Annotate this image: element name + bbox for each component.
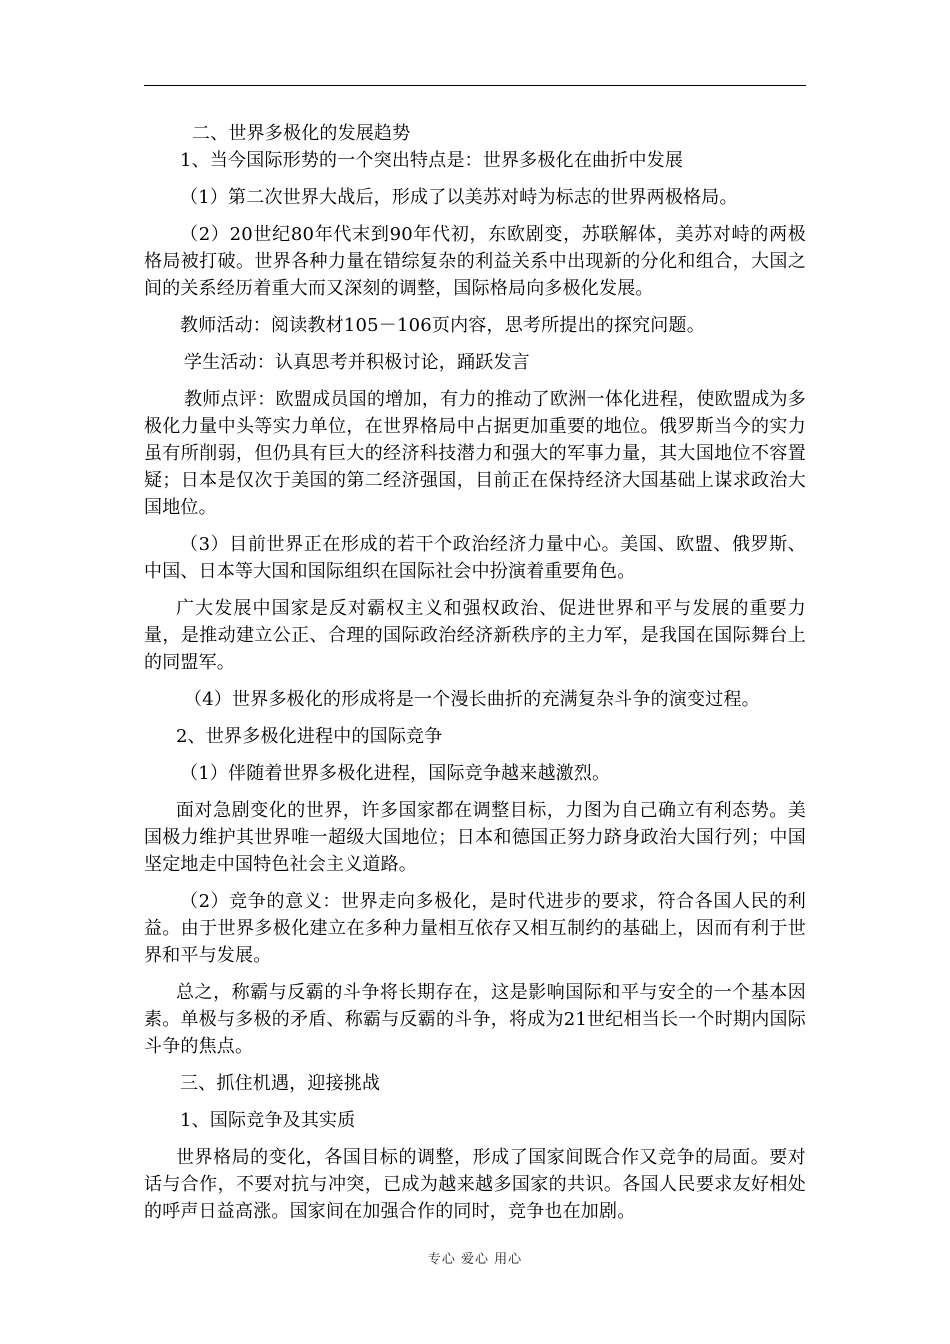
paragraph: （4）世界多极化的形成将是一个漫长曲折的充满复杂斗争的演变过程。 [184,689,760,710]
paragraph: 教师点评：欧盟成员国的增加，有力的推动了欧洲一体化进程，使欧盟成为多极化力量中头等实力单位，在世界格局中占据更加重要的地位。俄罗斯当今的实力虽有所削弱，但仍具有巨大的经济科技潜力和强大的军事力量，其大国地位不容置疑；日本是仅次于美国的第二经济强国，目前正在保持经济大国基础上谋求政治大国地位。 [144,389,806,518]
paragraph: 世界格局的变化，各国目标的调整，形成了国家间既合作又竞争的局面。要对话与合作，不要对抗与冲突，已成为越来越多国家的共识。各国人民要求友好相处的呼声日益高涨。国家间在加强合作的同时，竞争也在加剧。 [144,1147,806,1222]
header-rule [144,85,806,86]
paragraph: 三、抓住机遇，迎接挑战 [180,1073,381,1094]
paragraph: 教师活动：阅读教材105－106页内容，思考所提出的探究问题。 [180,315,705,336]
page-footer: 专心 爱心 用心 [427,1252,523,1267]
paragraph: 1、国际竞争及其实质 [180,1110,356,1131]
paragraph: （3）目前世界正在形成的若干个政治经济力量中心。美国、欧盟、俄罗斯、中国、日本等大国和国际组织在国际社会中扮演着重要角色。 [144,534,806,582]
paragraph: 学生活动：认真思考并积极讨论，踊跃发言 [184,352,530,373]
paragraph: 1、当今国际形势的一个突出特点是：世界多极化在曲折中发展 [180,150,684,171]
paragraph: 总之，称霸与反霸的斗争将长期存在，这是影响国际和平与安全的一个基本因素。单极与多极的矛盾、称霸与反霸的斗争，将成为21世纪相当长一个时期内国际斗争的焦点。 [144,982,806,1057]
paragraph: 二、世界多极化的发展趋势 [192,123,411,144]
paragraph: （2）竞争的意义：世界走向多极化，是时代进步的要求，符合各国人民的利益。由于世界多极化建立在多种力量相互依存又相互制约的基础上，因而有利于世界和平与发展。 [144,891,806,966]
document-body [144,120,806,1225]
paragraph: 广大发展中国家是反对霸权主义和强权政治、促进世界和平与发展的重要力量，是推动建立公正、合理的国际政治经济新秩序的主力军，是我国在国际舞台上的同盟军。 [144,598,806,673]
paragraph: （1）第二次世界大战后，形成了以美苏对峙为标志的世界两极格局。 [180,187,738,208]
paragraph: （2）20世纪80年代末到90年代初，东欧剧变，苏联解体，美苏对峙的两极格局被打破。世界各种力量在错综复杂的利益关系中出现新的分化和组合，大国之间的关系经历着重大而又深刻的调整，国际格局向多极化发展。 [144,224,806,299]
paragraph: （1）伴随着世界多极化进程，国际竞争越来越激烈。 [180,763,611,784]
paragraph: 2、世界多极化进程中的国际竞争 [176,726,443,747]
paragraph: 面对急剧变化的世界，许多国家都在调整目标，力图为自己确立有利态势。美国极力维护其世界唯一超级大国地位；日本和德国正努力跻身政治大国行列；中国坚定地走中国特色社会主义道路。 [144,800,806,875]
